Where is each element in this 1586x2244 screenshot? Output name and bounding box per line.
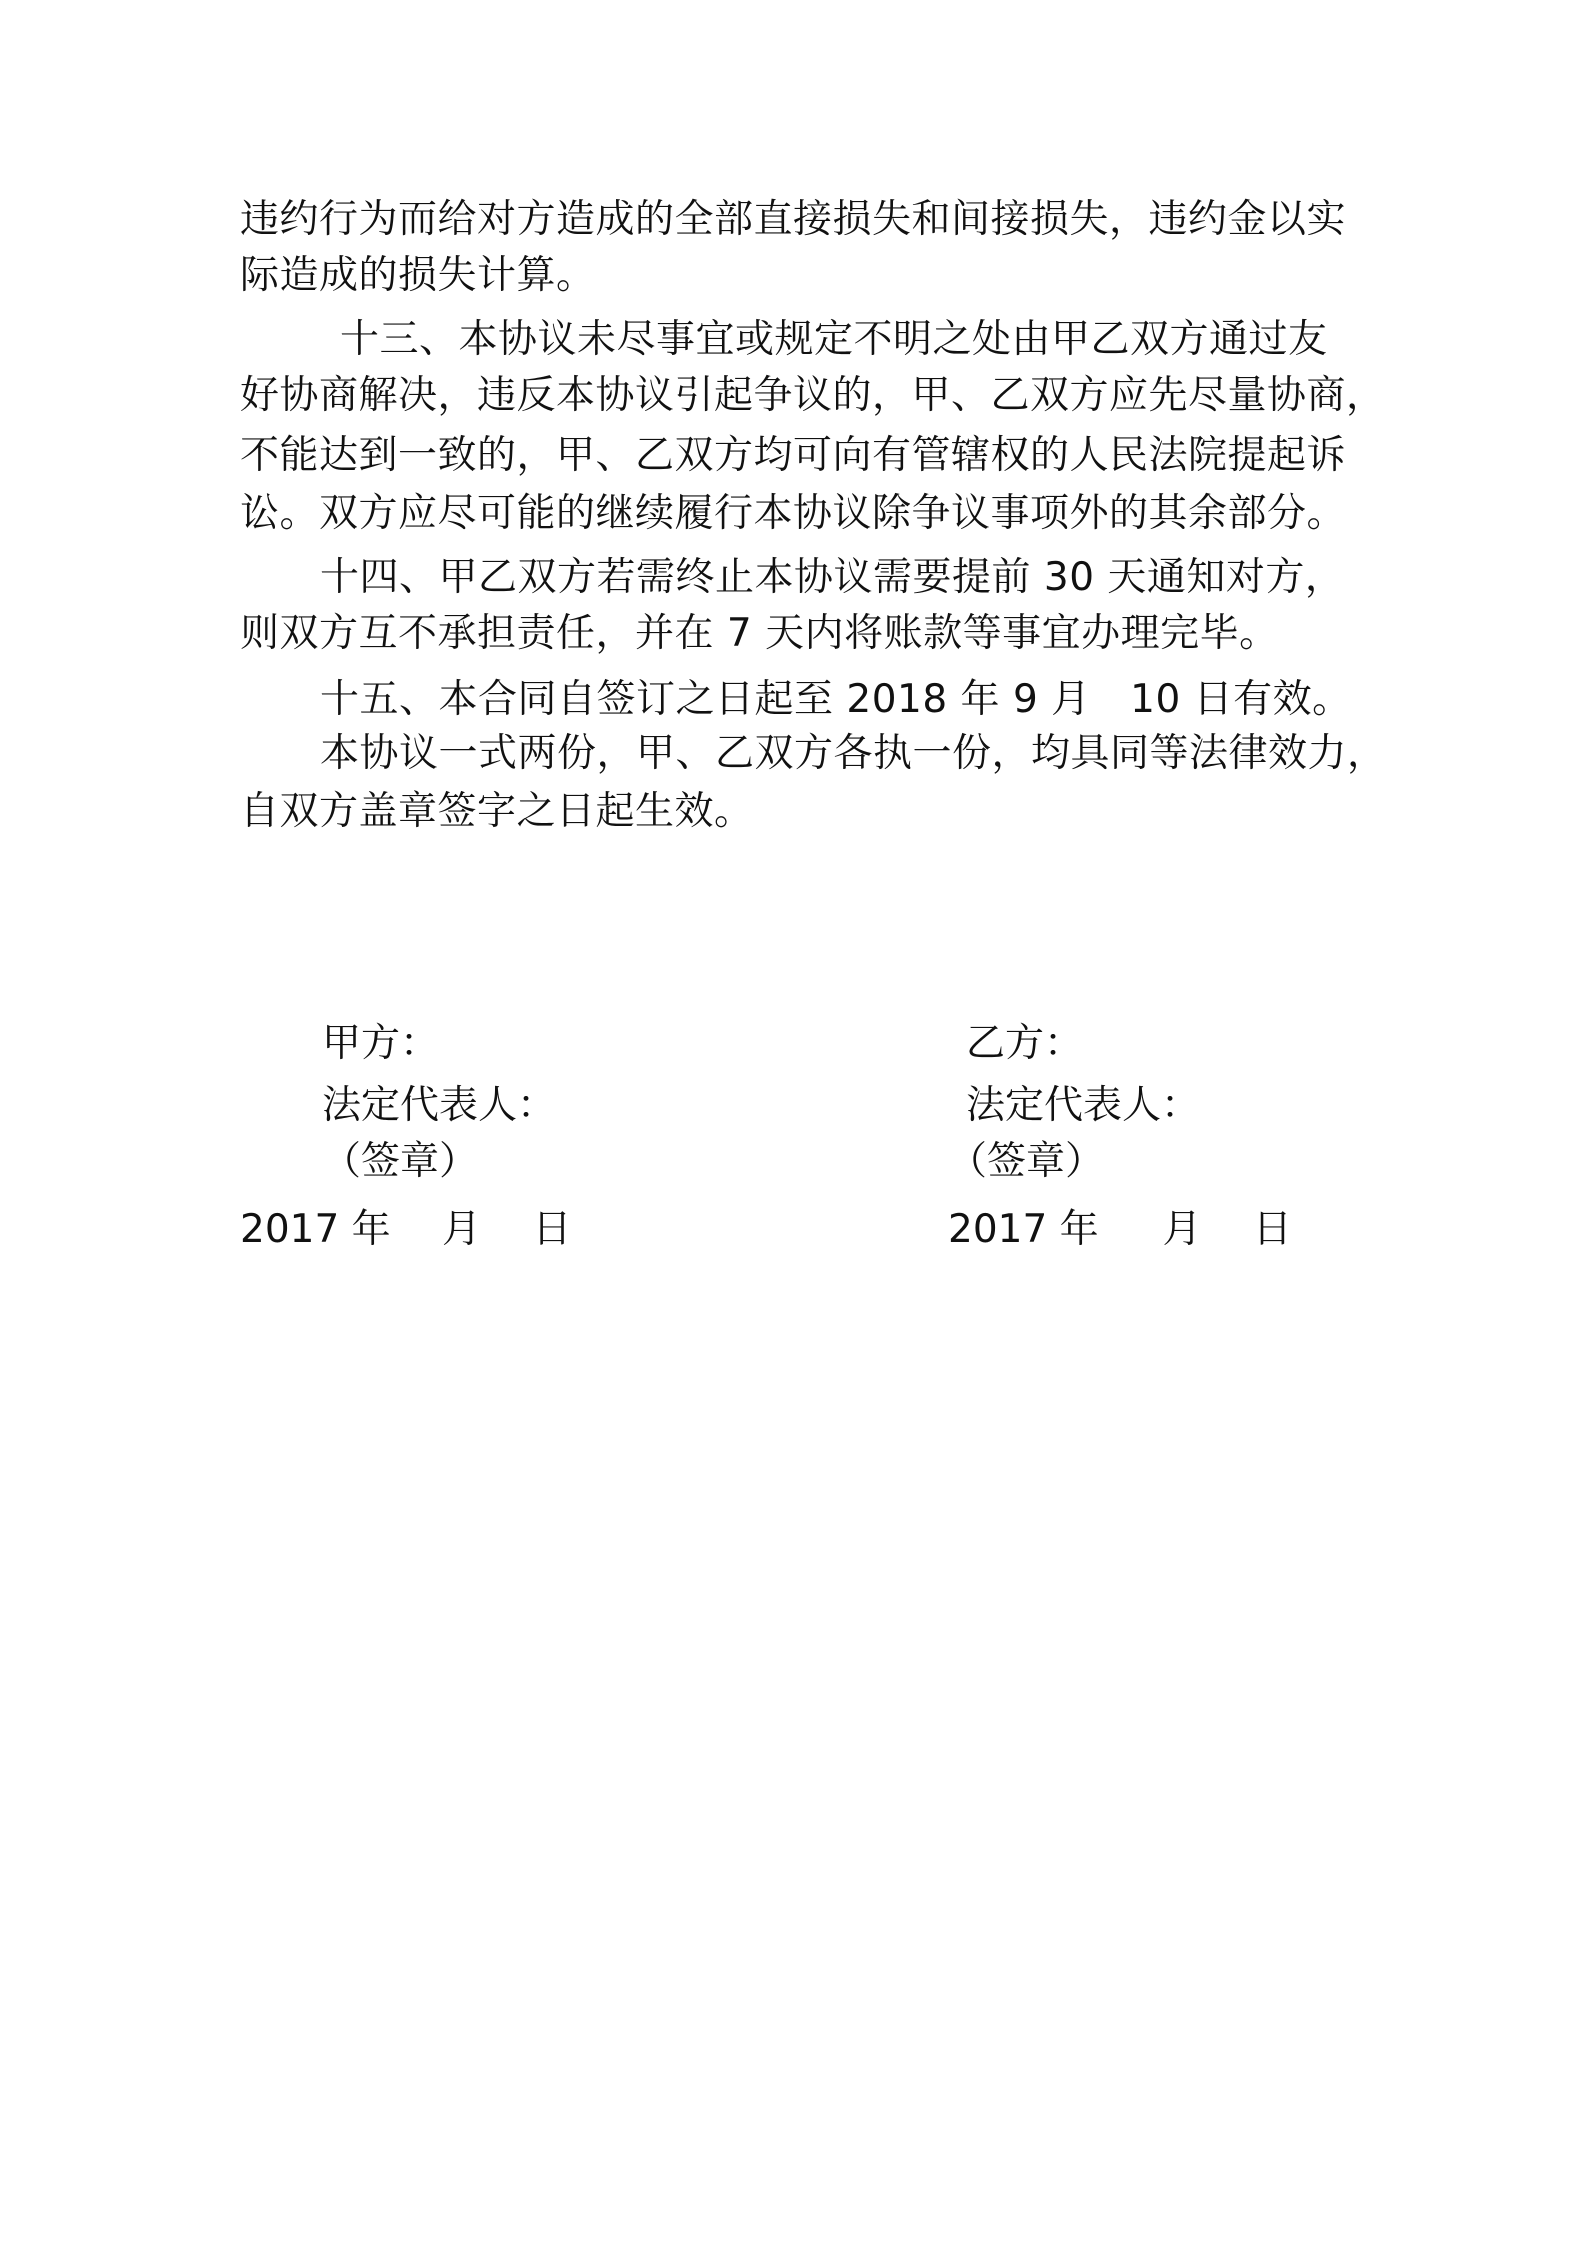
body-line: 则双方互不承担责任，并在 7 天内将账款等事宜办理完毕。 — [240, 611, 1279, 656]
party-a-seal: （签章） — [322, 1139, 479, 1184]
body-line: 本协议一式两份，甲、乙双方各执一份，均具同等法律效力， — [320, 731, 1387, 776]
body-line: 际造成的损失计算。 — [240, 253, 596, 298]
party-b-date: 2017 年 月 日 — [948, 1207, 1292, 1252]
body-line: 十四、甲乙双方若需终止本协议需要提前 30 天通知对方， — [320, 555, 1345, 600]
body-line: 不能达到一致的，甲、乙双方均可向有管辖权的人民法院提起诉 — [240, 433, 1347, 478]
body-line: 好协商解决，违反本协议引起争议的，甲、乙双方应先尽量协商， — [240, 373, 1386, 418]
body-line: 自双方盖章签字之日起生效。 — [240, 789, 754, 834]
body-line: 讼。双方应尽可能的继续履行本协议除争议事项外的其余部分。 — [240, 491, 1347, 536]
body-line: 十三、本协议未尽事宜或规定不明之处由甲乙双方通过友 — [340, 317, 1328, 362]
party-b-representative: 法定代表人： — [966, 1083, 1201, 1128]
body-line: 十五、本合同自签订之日起至 2018 年 9 月 10 日有效。 — [320, 677, 1352, 722]
body-line: 违约行为而给对方造成的全部直接损失和间接损失，违约金以实 — [240, 197, 1347, 242]
party-a-representative: 法定代表人： — [322, 1083, 557, 1128]
party-a-label: 甲方： — [322, 1021, 440, 1066]
party-a-date: 2017 年 月 日 — [240, 1207, 572, 1252]
party-b-label: 乙方： — [966, 1021, 1084, 1066]
party-b-seal: （签章） — [948, 1139, 1105, 1184]
